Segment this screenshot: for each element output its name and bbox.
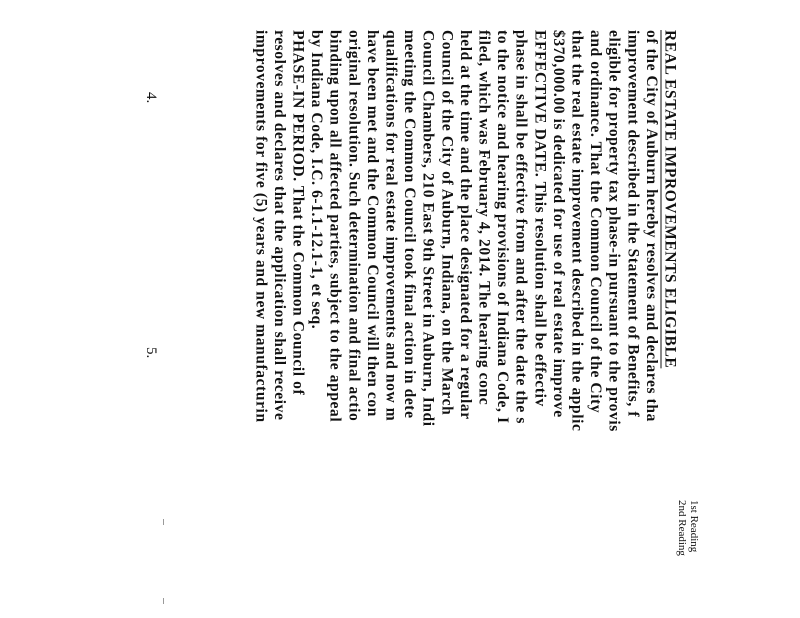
page-number-4: 4. xyxy=(143,92,159,104)
body-text-line: improvements for five (5) years and new manufacturin xyxy=(252,30,270,423)
body-text-line: that the real estate improvement described in the applic xyxy=(568,30,586,432)
body-text-line: of the City of Auburn hereby resolves and declares tha xyxy=(642,30,660,422)
body-text-line: to the notice and hearing provisions of Indiana Code, I xyxy=(494,30,512,424)
body-text-line: EFFECTIVE DATE. This resolution shall be effectiv xyxy=(531,30,549,407)
body-text-line: resolves and declares that the application shall receive xyxy=(270,30,288,421)
body-text-line: Council Chambers, 210 East 9th Street in Auburn, Indi xyxy=(419,30,437,427)
page-number-5: 5. xyxy=(143,347,159,359)
body-text-line: phase in shall be effective from and after the date the s xyxy=(512,30,530,424)
body-text-line: meeting the Common Council took final action in dete xyxy=(401,30,419,419)
body-text-line: PHASE-IN PERIOD. That the Common Council of xyxy=(289,30,307,396)
body-text-line: by Indiana Code, I.C. 6-1.1-12.1-1, et seq. xyxy=(308,30,326,330)
body-text-line: eligible for property tax phase-in pursuant to the provis xyxy=(605,30,623,432)
first-reading-label: 1st Reading xyxy=(688,500,700,553)
body-text-line: binding upon all affected parties, subject to the appeal xyxy=(326,30,344,423)
body-text-line: and ordinance. That the Common Council of the City xyxy=(587,30,605,414)
second-reading-label: 2nd Reading xyxy=(676,500,688,556)
body-text-line: original resolution. Such determination and final actio xyxy=(345,30,363,422)
body-text-line: $370,000.00 is dedicated for use of real estate improve xyxy=(549,30,567,418)
body-text-line: filed, which was February 4, 2014. The hearing conc xyxy=(475,30,493,406)
body-text-line: improvement described in the Statement of Benefits, f xyxy=(624,30,642,418)
section-heading: REAL ESTATE IMPROVEMENTS ELIGIBLE xyxy=(661,30,679,369)
body-text-line: held at the time and the place designated for a regular xyxy=(456,30,474,420)
body-text-line: Council of the City of Auburn, Indiana, on the March xyxy=(438,30,456,416)
scan-mark xyxy=(163,519,164,525)
body-text-line: have been met and the Common Council will then con xyxy=(363,30,381,417)
body-text-line: qualifications for real estate improvements and now m xyxy=(382,30,400,422)
scan-mark xyxy=(163,598,164,604)
